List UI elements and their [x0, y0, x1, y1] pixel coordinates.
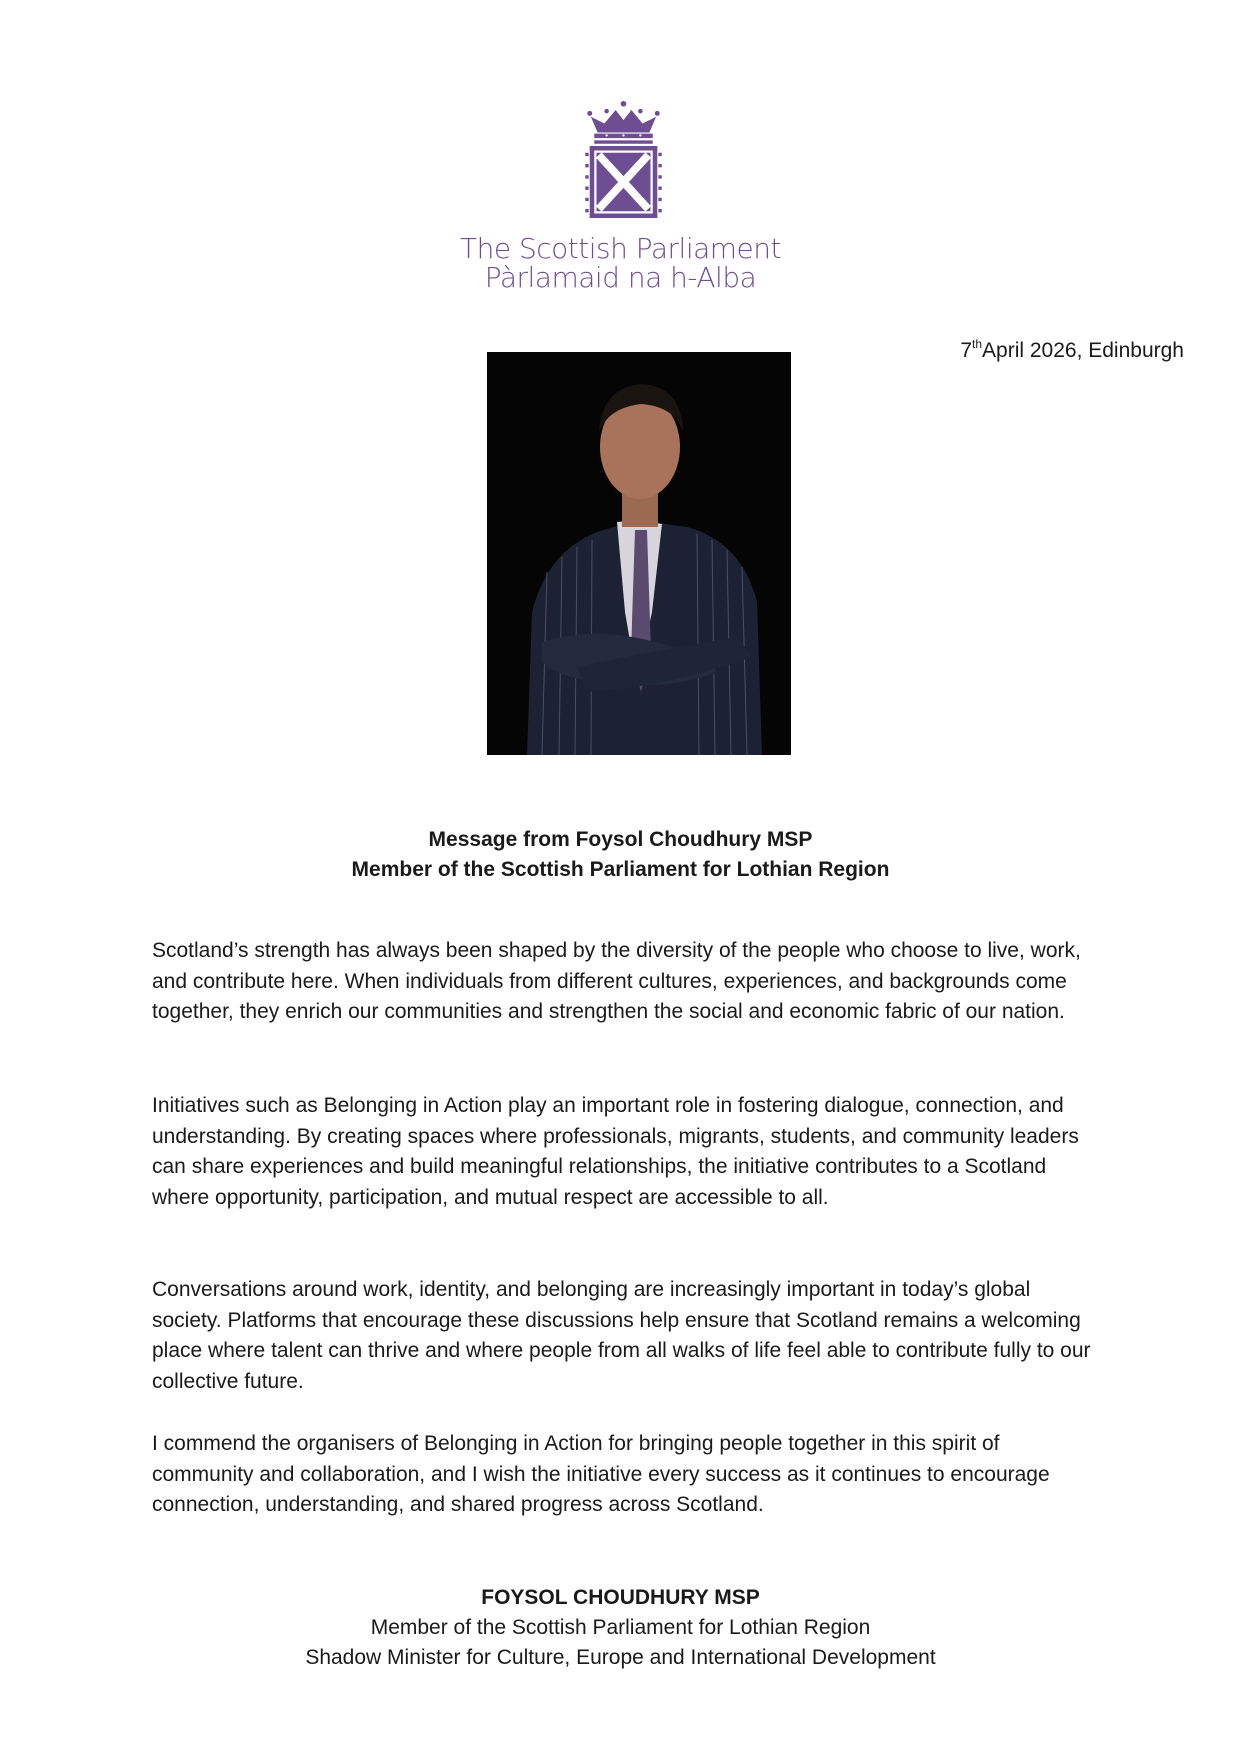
message-paragraph-1: Scotland’s strength has always been shaped by the diversity of the people who choose to live, work, and contribute here. When individuals from different cultures, experiences, and backgrounds come together, they enrich our communities and strengthen the social and economic fabric of our nation. [152, 939, 1081, 1024]
org-name-gaelic: Pàrlamaid na h-Alba [484, 261, 757, 294]
signatory-name: FOYSOL CHOUDHURY MSP [481, 1586, 760, 1609]
message-paragraph-4: I commend the organisers of Belonging in Action for bringing people together in this spirit of community and collaboration, and I wish the initiative every success as it continues to encourage connection, understanding, and shared progress across Scotland. [152, 1432, 1050, 1517]
message-paragraph-3: Conversations around work, identity, and belonging are increasingly important in today’s global society. Platforms that encourage these discussions help ensure that Scotland remains a welcoming place where talent can thrive and where people from all walks of life feel able to contribute fully to our collective future. [152, 1278, 1091, 1394]
date-day: 7 [960, 339, 972, 362]
org-name-english: The Scottish Parliament [460, 232, 781, 265]
date-rest: April 2026, Edinburgh [982, 339, 1184, 362]
date-ordinal-suffix: th [972, 337, 983, 351]
portrait-photo [487, 352, 791, 755]
scottish-parliament-crown-saltire-logo [584, 101, 663, 218]
message-title: Message from Foysol Choudhury MSP [428, 828, 813, 851]
letter-date [960, 337, 1184, 364]
message-subtitle: Member of the Scottish Parliament for Lothian Region [351, 858, 890, 881]
message-paragraph-2: Initiatives such as Belonging in Action play an important role in fostering dialogue, connection, and understanding. By creating spaces where professionals, migrants, students, and community leaders can share experiences and build meaningful relationships, the initiative contributes to a Scotland where opportunity, participation, and mutual respect are accessible to all. [152, 1094, 1079, 1210]
signatory-role: Member of the Scottish Parliament for Lothian Region [370, 1616, 871, 1639]
signatory-shadow-role: Shadow Minister for Culture, Europe and International Development [305, 1646, 936, 1669]
